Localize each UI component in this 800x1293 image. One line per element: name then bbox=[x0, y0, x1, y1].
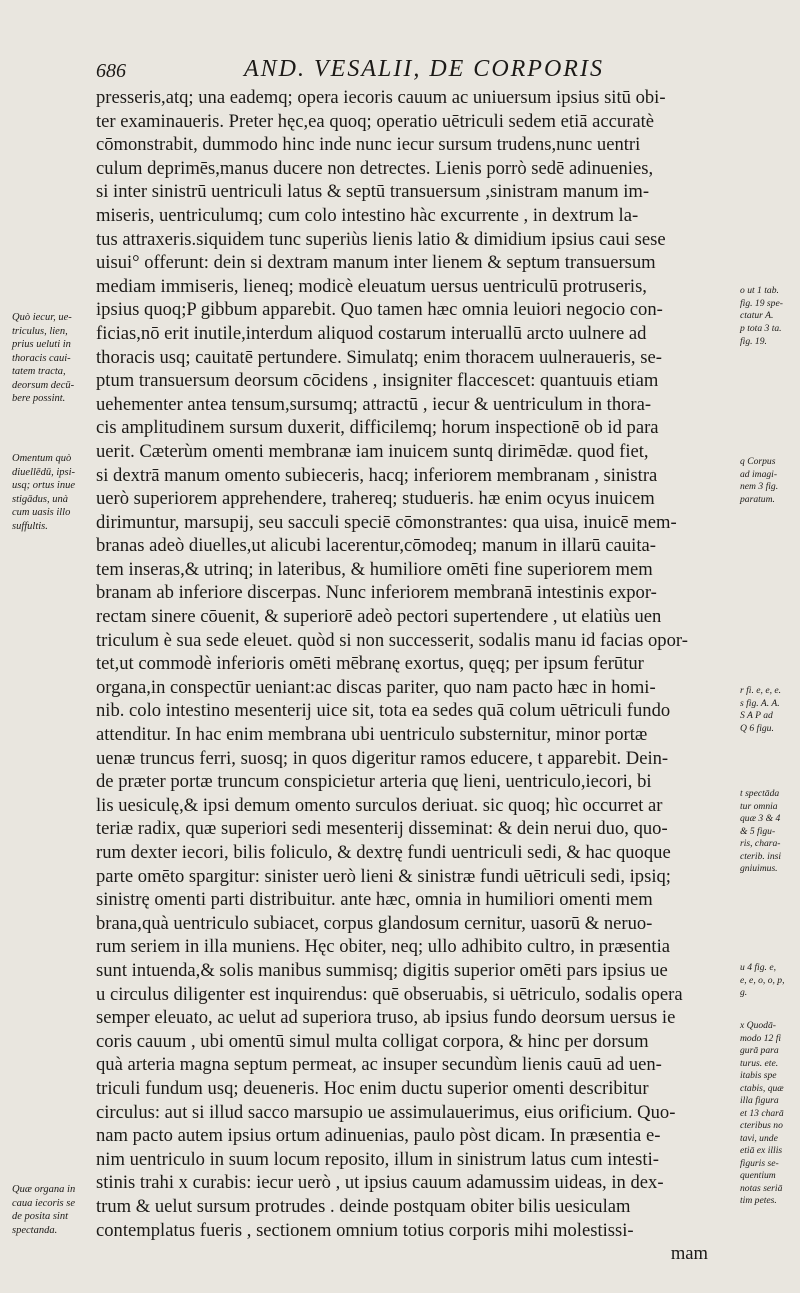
text-line: semper eleuato, ac uelut ad superiora truso, ab ipsius fundo deorsum uersus ie bbox=[96, 1007, 676, 1029]
text-line: dirimuntur, marsupij, seu sacculi speciē cōmonstrantes: qua uisa, inuicē mem- bbox=[96, 511, 677, 533]
margin-note-line: tavi, unde bbox=[740, 1132, 778, 1144]
margin-note-line: p tota 3 ta. bbox=[740, 323, 782, 334]
margin-note-line: diuellēdū, ipsi- bbox=[12, 466, 75, 478]
text-line: ter examinaueris. Preter hęc,ea quoq; operatio uētriculi sedem etiā accuratè bbox=[96, 110, 655, 132]
text-line: nim uentriculo in suum locum reposito, illum in sinistrum latus cum intesti- bbox=[96, 1148, 659, 1170]
margin-note-line: caua iecoris se bbox=[12, 1197, 75, 1209]
margin-note-line: nem 3 fig. bbox=[740, 481, 779, 492]
text-line: sunt intuenda,& solis manibus summisq; digitis superior omēti pars ipsius ue bbox=[96, 959, 668, 981]
margin-note-line: S A P ad bbox=[740, 710, 773, 721]
text-line: miseris, uentriculumq; cum colo intestino hàc excurrente , in dextrum la- bbox=[96, 204, 639, 226]
margin-note-line: notas seriā bbox=[740, 1182, 783, 1194]
text-line: mediam immiseris, lieneq; modicè eleuatum uersus uentriculū protruseris, bbox=[96, 275, 647, 297]
running-head: AND. VESALII, DE CORPORIS bbox=[244, 56, 604, 82]
margin-note-line: usq; ortus inue bbox=[12, 480, 75, 491]
margin-note-line: cum uasis illo bbox=[12, 507, 71, 518]
text-line: tem inseras,& utrinq; in lateribus, & humiliore omēti fine superiorem mem bbox=[96, 558, 653, 580]
text-line: circulus: aut si illud sacco marsupio ue assimulauerimus, eius orificium. Quo- bbox=[96, 1101, 676, 1123]
text-line: branas adeò diuelles,ut alicubi lacerentur,cōmodeq; manum in illarū cauita- bbox=[96, 535, 656, 557]
text-line: teriæ radix, quæ superiori sedi mesenterij disseminat: & dein nerui duo, quo- bbox=[96, 818, 668, 840]
margin-note-line: quentium bbox=[740, 1170, 776, 1181]
margin-note-line: Omentum quò bbox=[12, 453, 72, 464]
margin-note-line: turus. ete. bbox=[740, 1057, 779, 1069]
main-text-column bbox=[96, 86, 708, 1266]
margin-note-line: modo 12 fi bbox=[740, 1032, 782, 1044]
text-line: nib. colo intestino mesenterij uice sit, tota ea sedes quā colum uētriculi fundo bbox=[96, 700, 671, 722]
margin-note-line: itabis spe bbox=[740, 1070, 777, 1081]
margin-note-line: gniuimus. bbox=[740, 863, 778, 874]
page-number: 686 bbox=[96, 60, 126, 82]
catchword: mam bbox=[670, 1243, 708, 1265]
text-line: rectam sinere cōuenit, & superiorē adeò pectori supertendere , ut elatiùs uen bbox=[96, 606, 662, 628]
right-margin-note bbox=[740, 1020, 798, 1208]
margin-note-line: gurā para bbox=[740, 1045, 779, 1056]
text-line: si dextrā manum omento subieceris, hacq; inferiorem membranam , sinistra bbox=[96, 464, 658, 486]
text-line: tus attraxeris.siquidem tunc superiùs lienis latio & dimidium ipsius caui sese bbox=[96, 228, 666, 250]
text-line: lis uesiculę,& ipsi demum omento surculos deriuat. sic quoq; hìc occurret ar bbox=[96, 794, 663, 816]
text-line: presseris,atq; una eademq; opera iecoris cauum ac uniuersum ipsius sitū obi- bbox=[96, 87, 666, 108]
margin-note-line: cteribus no bbox=[740, 1120, 783, 1131]
text-line: uehementer antea tensum,sursumq; attractū , iecur & uentriculum in thora- bbox=[96, 393, 652, 415]
margin-note-line: Quæ organa in bbox=[12, 1184, 76, 1195]
margin-note-line: triculus, lien, bbox=[12, 325, 68, 337]
margin-note-line: paratum. bbox=[740, 493, 775, 505]
text-line: uisui° offerunt: dein si dextram manum inter lienem & septum transuersum bbox=[96, 252, 656, 274]
margin-note-line: g. bbox=[740, 987, 748, 998]
margin-note-line: et 13 charā bbox=[740, 1107, 784, 1119]
margin-note-line: illa figura bbox=[740, 1095, 779, 1106]
text-line: stinis trahi x curabis: iecur uerò , ut ipsius cauum adamussim uideas, in dex- bbox=[96, 1172, 664, 1194]
margin-note-line: x Quodā- bbox=[740, 1020, 776, 1031]
margin-note-line: de posita sint bbox=[12, 1211, 69, 1222]
text-line: coris cauum , ubi omentū simul multa colligat corpora, & hinc per dorsum bbox=[96, 1030, 649, 1052]
text-line: u circulus diligenter est inquirendus: quē obseruabis, si uētriculo, sodalis opera bbox=[96, 983, 683, 1005]
margin-note-line: q Corpus bbox=[740, 456, 776, 467]
margin-note-line: etiā ex illis bbox=[740, 1145, 783, 1156]
margin-note-line: deorsum decū- bbox=[12, 379, 75, 391]
right-margin-note bbox=[740, 285, 798, 323]
margin-note-line: r fi. e, e, e. bbox=[740, 685, 782, 696]
text-line: cōmonstrabit, dummodo hinc inde nunc iecur sursum trudens,nunc uentri bbox=[96, 134, 641, 156]
margin-note-line: s fig. A. A. bbox=[740, 697, 780, 709]
right-margin-note bbox=[740, 962, 798, 1000]
left-margin-note bbox=[12, 311, 94, 406]
page-header bbox=[84, 56, 644, 86]
text-line: branam ab inferiore discerpas. Nunc inferiorem membranā intestinis expor- bbox=[96, 582, 657, 604]
margin-note-line: stigādus, unà bbox=[12, 493, 69, 505]
margin-note-line: suffultis. bbox=[12, 520, 48, 532]
text-line: trum & uelut sursum protrudes . deinde postquam obiter bilis uesiculam bbox=[96, 1195, 631, 1217]
left-margin-note bbox=[12, 452, 94, 533]
text-line: contemplatus fueris , sectionem omnium totius corporis mihi molestissi- bbox=[96, 1219, 634, 1241]
margin-note-line: tim petes. bbox=[740, 1195, 777, 1206]
text-line: quà arteria magna septum permeat, ac insuper secundùm lienis cauū ad uen- bbox=[96, 1054, 662, 1076]
text-line: rum seriem in illa muniens. Hęc obiter, neq; ullo adhibito cultro, in præsentia bbox=[96, 936, 670, 958]
text-line: triculi fundum usq; deueneris. Hoc enim ductu superior omenti describitur bbox=[96, 1077, 649, 1099]
margin-note-line: fig. 19. bbox=[740, 335, 767, 347]
text-line: cis amplitudinem sursum duxerit, difficilemq; horum inspectionē ob id para bbox=[96, 417, 659, 439]
text-line: triculum è sua sede eleuet. quòd si non successerit, sodalis manu id facias opor- bbox=[96, 629, 688, 651]
margin-note-line: e, e, o, o, p, bbox=[740, 974, 785, 986]
margin-note-line: ctabis, quæ bbox=[740, 1082, 784, 1094]
margin-note-line: tur omnia bbox=[740, 800, 778, 812]
margin-note-line: cterib. insi bbox=[740, 850, 782, 862]
margin-note-line: spectanda. bbox=[12, 1224, 58, 1236]
margin-note-line: & 5 figu- bbox=[740, 825, 776, 837]
left-margin-note bbox=[12, 1183, 94, 1237]
margin-note-line: Q 6 figu. bbox=[740, 722, 774, 734]
text-line: ipsius quoq;P gibbum apparebit. Quo tamen hæc omnia leuiori negocio con- bbox=[96, 299, 663, 321]
margin-note-line: bere possint. bbox=[12, 393, 66, 404]
text-line: culum deprimēs,manus ducere non detrectes. Lienis porrò sedē adinuenies, bbox=[96, 157, 654, 179]
margin-note-line: u 4 fig. e, bbox=[740, 962, 776, 973]
right-margin-note bbox=[740, 685, 798, 735]
margin-note-line: figuris se- bbox=[740, 1157, 779, 1169]
text-line: uenæ truncus ferri, suosq; in quos digeritur ramos educere, t apparebit. Dein- bbox=[96, 747, 669, 769]
margin-note-line: thoracis caui- bbox=[12, 352, 71, 364]
right-margin-note bbox=[740, 788, 798, 876]
text-line: si inter sinistrū uentriculi latus & septū transuersum ,sinistram manum im- bbox=[96, 181, 650, 203]
text-line: uerit. Cæterùm omenti membranæ iam inuicem suntq dirimēdæ. quod fiet, bbox=[96, 440, 649, 462]
text-line: organa,in conspectūr ueniant:ac discas pariter, quo nam pacto hæc in homi- bbox=[96, 676, 656, 698]
margin-note-line: ctatur A. bbox=[740, 310, 774, 321]
text-line: ficias,nō erit inutile,interdum aliquod costarum interuallū arcto uulnere ad bbox=[96, 322, 647, 344]
margin-note-line: t spectāda bbox=[740, 788, 780, 799]
right-margin-note bbox=[740, 323, 798, 348]
margin-note-line: ris, chara- bbox=[740, 838, 781, 849]
margin-note-line: ad imagi- bbox=[740, 468, 778, 480]
text-line: sinistrę omenti parti distribuitur. ante hæc, omnia in humiliori omenti mem bbox=[96, 889, 653, 911]
text-line: brana,quà uentriculo subiacet, corpus glandosum cernitur, uasorū & neruo- bbox=[96, 912, 653, 934]
text-line: uerò superiorem apprehendere, trahereq; studueris. hæ enim ocyus inuicem bbox=[96, 488, 655, 510]
text-line: nam pacto autem ipsius ortum adinuenias, paulo pòst dicam. In præsentia e- bbox=[96, 1125, 661, 1147]
margin-note-line: tatem tracta, bbox=[12, 366, 66, 377]
text-line: de præter portæ truncum conspicietur arteria quę lieni, uentriculo,iecori, bi bbox=[96, 771, 652, 793]
margin-note-line: prius ueluti in bbox=[12, 339, 71, 350]
text-line: attenditur. In hac enim membrana ubi uentriculo substernitur, minor portæ bbox=[96, 724, 648, 746]
text-line: thoracis usq; cauitatē pertundere. Simulatq; enim thoracem uulneraueris, se- bbox=[96, 346, 662, 368]
margin-note-line: fig. 19 spe- bbox=[740, 297, 783, 309]
text-line: parte omēto spargitur: sinister uerò lieni & sinistræ fundi uētriculi sedi, ipsiq; bbox=[96, 865, 671, 887]
margin-note-line: Quò iecur, ue- bbox=[12, 312, 72, 323]
margin-note-line: o ut 1 tab. bbox=[740, 285, 779, 296]
margin-note-line: quæ 3 & 4 bbox=[740, 813, 781, 824]
text-line: rum dexter iecori, bilis foliculo, & dextrę fundi uentriculi sedi, & hac quoque bbox=[96, 842, 671, 863]
text-line: ptum transuersum deorsum cōcidens , insigniter flaccescet: quantuuis etiam bbox=[96, 370, 659, 392]
right-margin-note bbox=[740, 456, 798, 506]
text-line: tet,ut commodè inferioris omēti mēbranę exortus, quęq; per ipsum ferūtur bbox=[96, 653, 644, 675]
